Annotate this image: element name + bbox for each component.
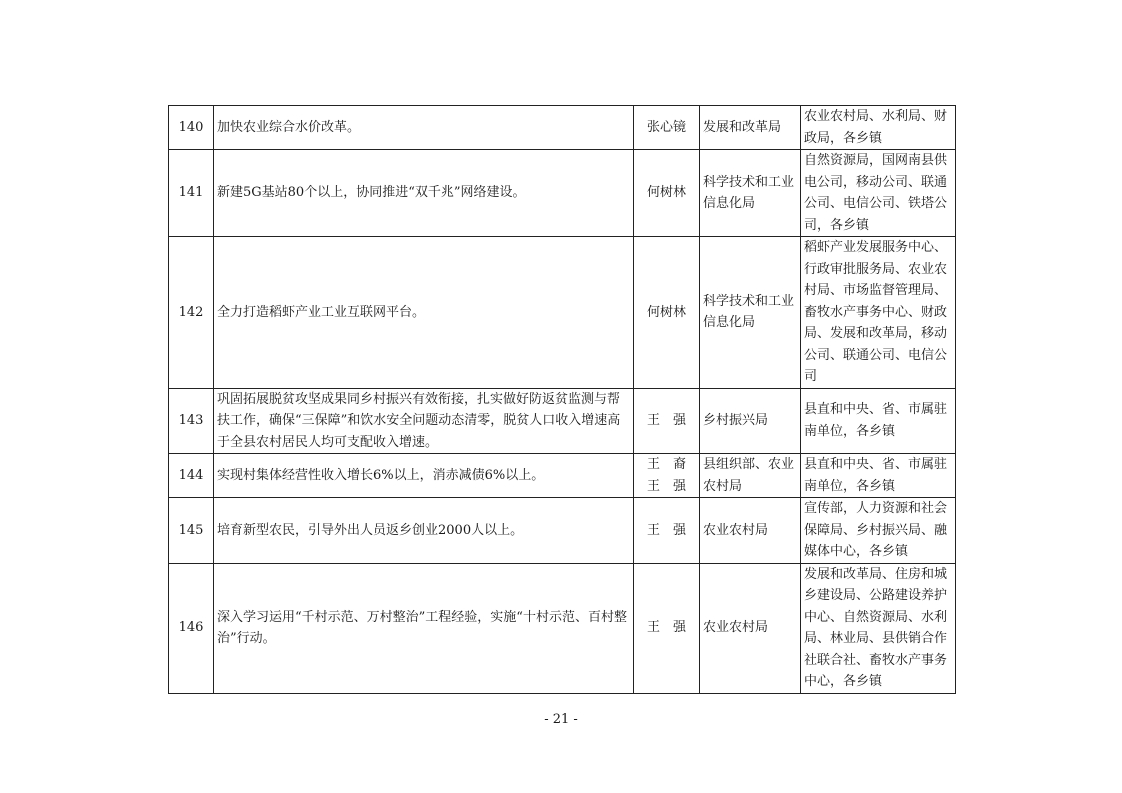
lead-name: 何树林 [646,304,686,320]
responsible-dept [700,498,801,564]
coop-line: 县直和中央、省、市属驻 [804,457,948,472]
coop-line: 乡建设局、公路建设养护 [804,588,948,603]
row-number: 141 [169,150,214,237]
cooperating-units [801,106,956,150]
dept-line: 发展和改革局 [703,119,782,135]
coop-line: 宣传部，人力资源和社会 [804,501,948,516]
lead-name: 王 强 [646,522,686,538]
lead-official [634,150,700,237]
coop-line: 南单位，各乡镇 [804,478,896,494]
responsible-dept [700,150,801,237]
lead-official [634,388,700,454]
cooperating-units [801,563,956,693]
coop-line: 电公司，移动公司、联通 [804,174,948,190]
responsible-dept [700,237,801,389]
dept-line: 县组织部、农业 [703,457,795,472]
coop-line: 司 [804,369,818,384]
lead-name: 王 强 [646,413,686,428]
lead-official [634,563,700,693]
cooperating-units [801,237,956,389]
table-row [169,388,956,454]
task-description: 巩固拓展脱贫攻坚成果同乡村振兴有效衔接，扎实做好防返贫监测与帮扶工作，确保“三保障”和饮水安全问题动态清零，脱贫人口收入增速高于全县农村居民人均可支配收入增速。 [214,388,634,454]
lead-name: 王 强 [646,620,686,636]
coop-line: 局、林业局、县供销合作 [804,631,948,646]
coop-line: 稻虾产业发展服务中心、 [804,240,948,255]
coop-line: 局、发展和改革局，移动 [804,326,948,341]
table-row [169,454,956,498]
responsible-dept [700,388,801,454]
page-number: - 21 - [544,712,578,727]
coop-line: 媒体中心，各乡镇 [804,544,909,559]
lead-name: 王 强 [646,478,686,494]
coop-line: 中心，各乡镇 [804,674,883,689]
table-row [169,563,956,693]
cooperating-units [801,150,956,237]
coop-line: 社联合社、畜牧水产事务 [804,652,948,668]
coop-line: 发展和改革局、住房和城 [804,566,948,582]
dept-line: 农村局 [703,478,743,494]
table-row [169,106,956,150]
task-table-body [169,106,956,694]
row-number: 145 [169,498,214,564]
dept-line: 科学技术和工业 [703,174,795,190]
task-description: 实现村集体经营性收入增长6%以上，消赤减债6%以上。 [214,454,634,498]
lead-official [634,498,700,564]
coop-line: 公司、联通公司、电信公 [804,347,948,363]
coop-line: 自然资源局，国网南县供 [804,153,948,168]
task-description: 加快农业综合水价改革。 [214,106,634,150]
coop-line: 县直和中央、省、市属驻 [804,402,948,418]
lead-name: 何树林 [646,185,686,201]
coop-line: 村局、市场监督管理局、 [804,283,948,298]
task-description: 全力打造稻虾产业工业互联网平台。 [214,237,634,389]
dept-line: 农业农村局 [703,620,769,636]
coop-line: 南单位，各乡镇 [804,423,896,439]
coop-line: 保障局、乡村振兴局、融 [804,522,948,538]
task-table [168,105,956,694]
task-description: 新建5G基站80个以上，协同推进“双千兆”网络建设。 [214,150,634,237]
row-number: 144 [169,454,214,498]
lead-official [634,106,700,150]
dept-line: 信息化局 [703,196,756,211]
coop-line: 行政审批服务局、农业农 [804,261,948,277]
table-row [169,237,956,389]
lead-name: 王 裔 [646,457,686,472]
row-number: 143 [169,388,214,454]
task-description: 深入学习运用“千村示范、万村整治”工程经验，实施“十村示范、百村整治”行动。 [214,563,634,693]
row-number: 142 [169,237,214,389]
dept-line: 信息化局 [703,315,756,331]
lead-name: 张心镜 [646,119,686,135]
table-row [169,498,956,564]
coop-line: 畜牧水产事务中心、财政 [804,304,948,320]
responsible-dept [700,454,801,498]
responsible-dept [700,563,801,693]
coop-line: 政局，各乡镇 [804,130,883,146]
dept-line: 乡村振兴局 [703,413,769,428]
coop-line: 农业农村局、水利局、财 [804,109,948,124]
coop-line: 司，各乡镇 [804,217,870,233]
coop-line: 公司、电信公司、铁塔公 [804,196,948,211]
dept-line: 农业农村局 [703,522,769,538]
row-number: 140 [169,106,214,150]
cooperating-units [801,454,956,498]
dept-line: 科学技术和工业 [703,293,795,309]
responsible-dept [700,106,801,150]
task-description: 培育新型农民，引导外出人员返乡创业2000人以上。 [214,498,634,564]
lead-official [634,237,700,389]
lead-official [634,454,700,498]
row-number: 146 [169,563,214,693]
cooperating-units [801,498,956,564]
cooperating-units [801,388,956,454]
coop-line: 中心、自然资源局、水利 [804,609,948,625]
table-row [169,150,956,237]
